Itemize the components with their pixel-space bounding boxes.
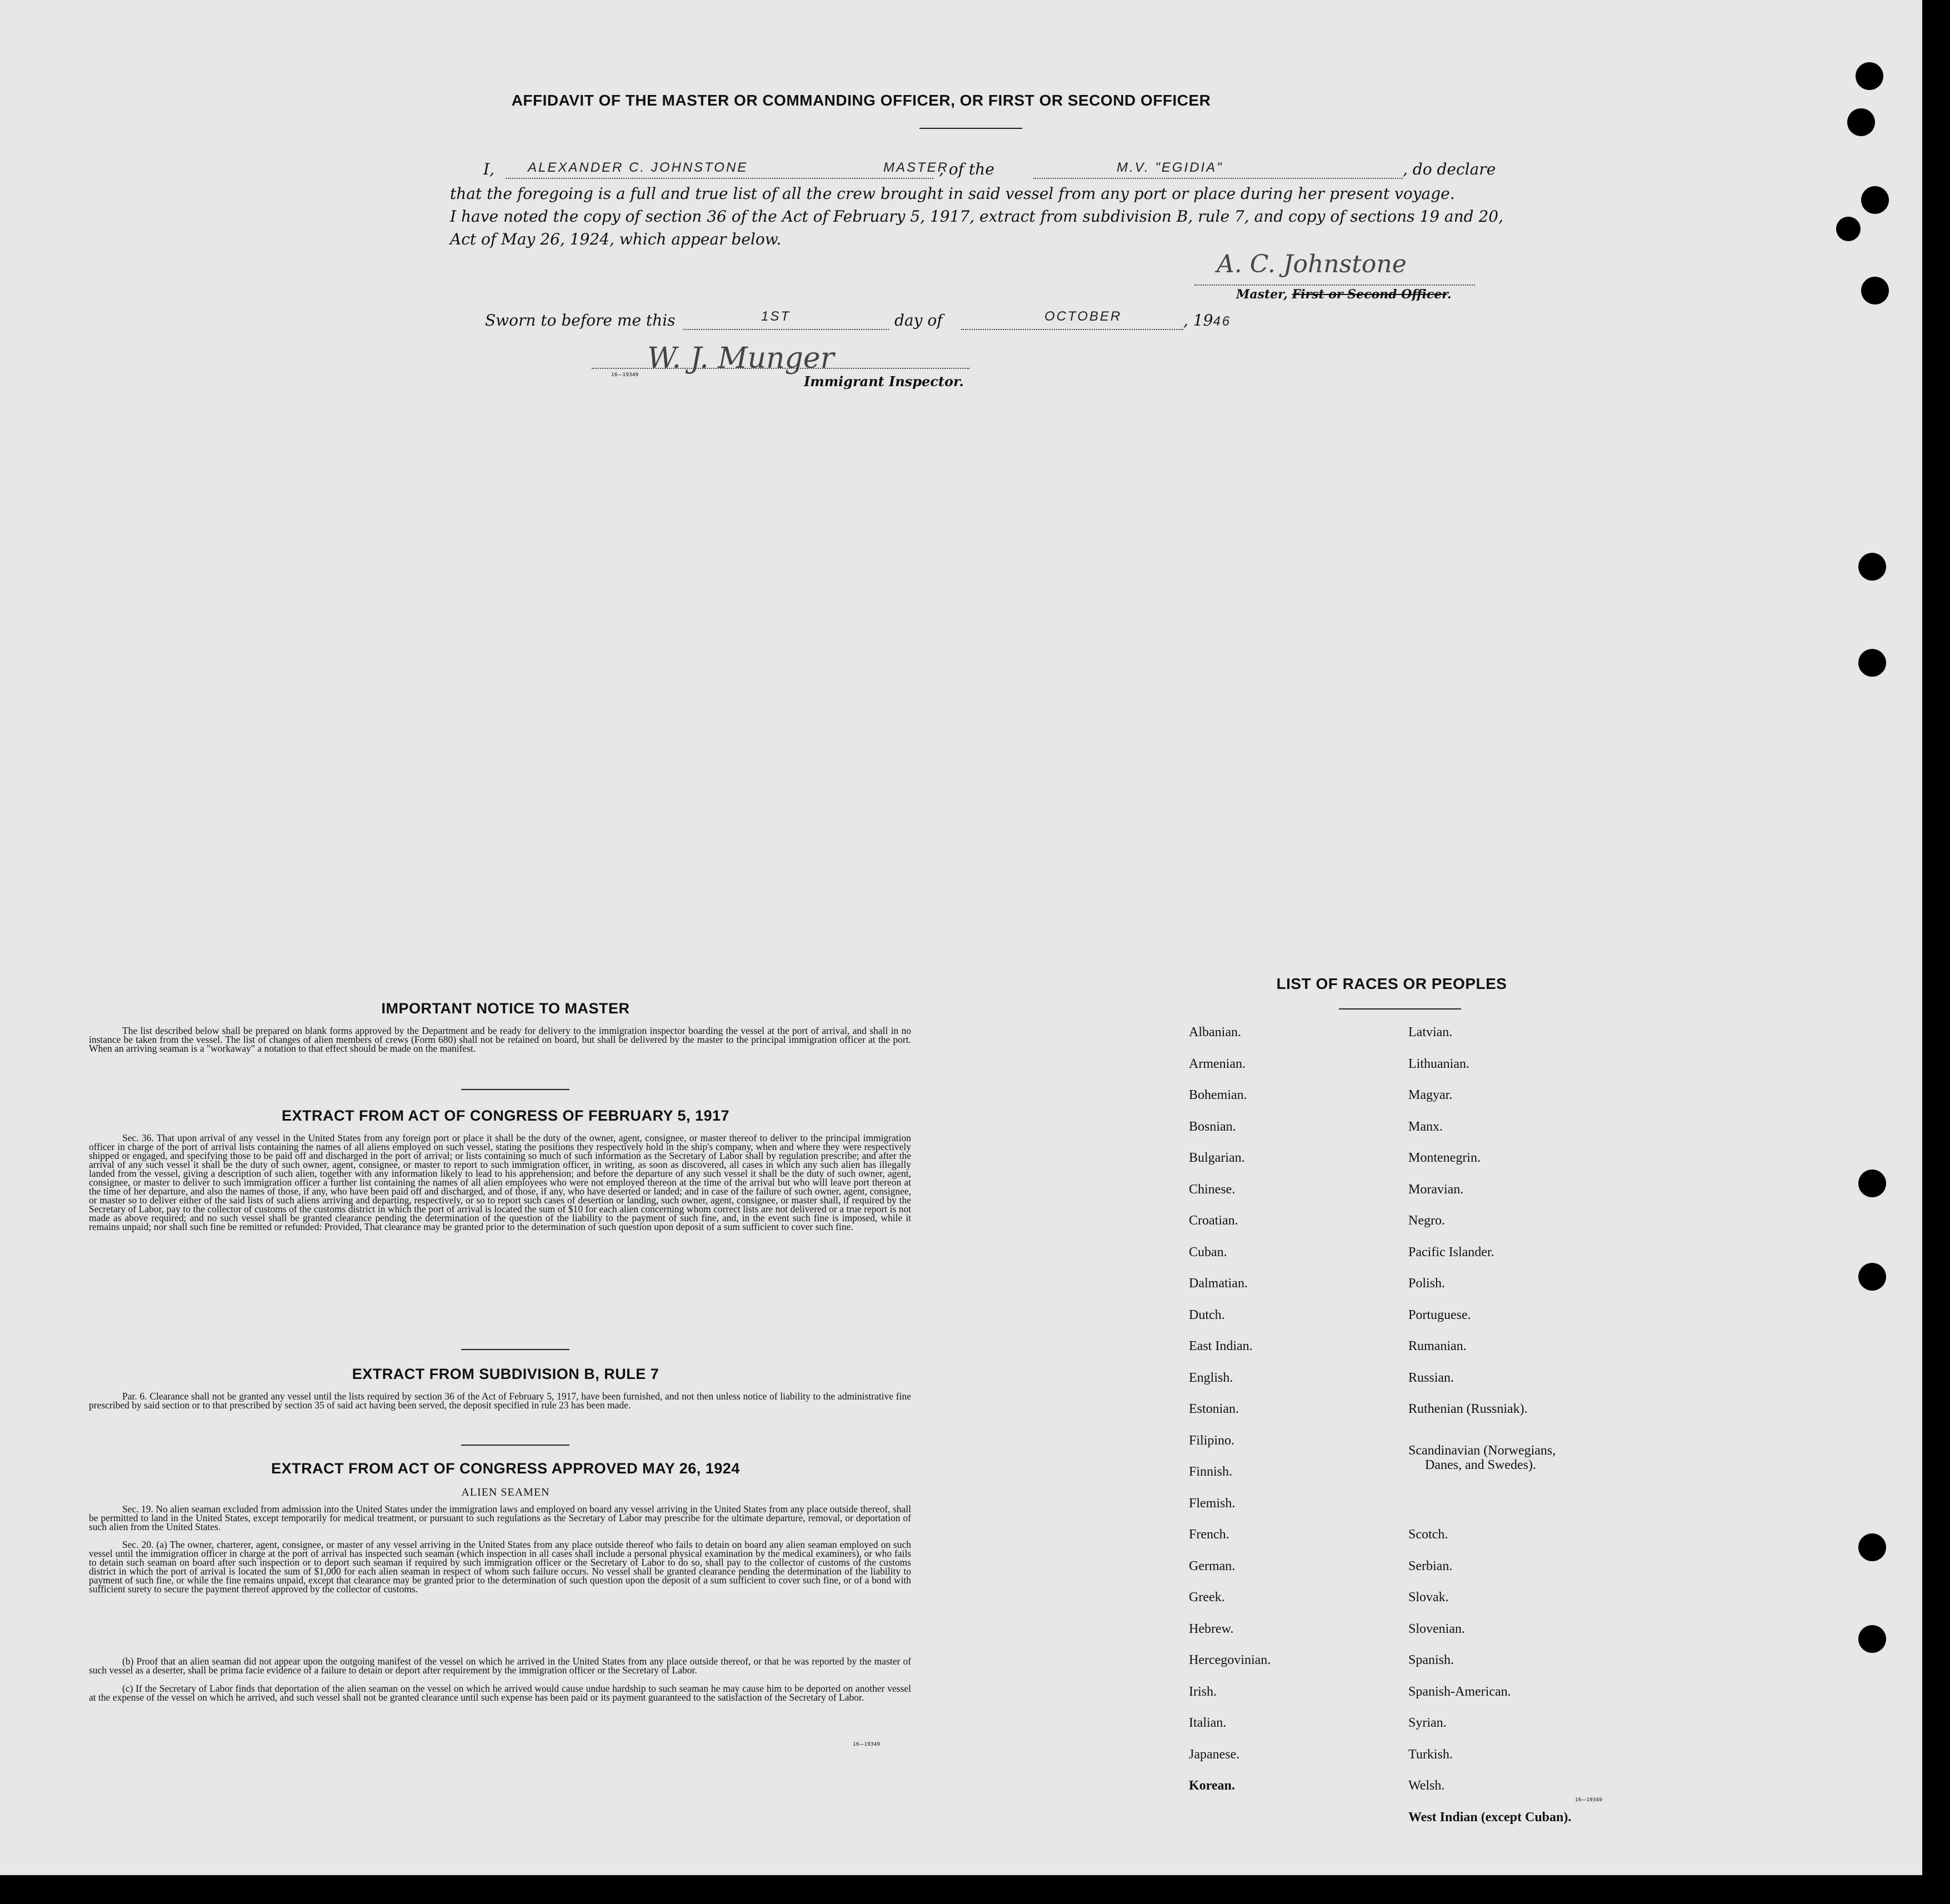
binder-hole: [1858, 1533, 1886, 1561]
races-title-rule: [1339, 1008, 1461, 1010]
sworn-month-line: [961, 329, 1183, 330]
inspector-signature-line: [592, 368, 969, 369]
race-item: Spanish-American.: [1408, 1684, 1511, 1699]
sworn-prefix: Sworn to before me this: [485, 311, 676, 329]
race-item: Portuguese.: [1408, 1307, 1471, 1322]
race-item: Russian.: [1408, 1370, 1454, 1385]
race-item: West Indian (except Cuban).: [1408, 1810, 1572, 1825]
master-signature-line: [1194, 284, 1475, 286]
race-item: English.: [1189, 1370, 1233, 1385]
master-signature: A. C. Johnstone: [1217, 250, 1407, 278]
race-item: Finnish.: [1189, 1465, 1233, 1479]
race-item: Scandinavian (Norwegians,: [1408, 1443, 1556, 1458]
race-item: Japanese.: [1189, 1747, 1240, 1762]
race-item: Manx.: [1408, 1119, 1443, 1134]
inspector-signature: W. J. Munger: [647, 342, 834, 375]
race-item: Slovak.: [1408, 1590, 1449, 1605]
sworn-year-prefix: , 19: [1183, 311, 1213, 329]
binder-hole: [1858, 1170, 1886, 1197]
race-item: Cuban.: [1189, 1245, 1227, 1260]
notice-title: IMPORTANT NOTICE TO MASTER: [381, 1000, 630, 1017]
race-item: Magyar.: [1408, 1088, 1453, 1102]
master-name: ALEXANDER C. JOHNSTONE: [528, 160, 748, 175]
race-item: Serbian.: [1408, 1558, 1453, 1573]
race-item: German.: [1189, 1558, 1236, 1573]
master-label-struck: First or Second Officer: [1292, 287, 1447, 302]
race-item: Hebrew.: [1189, 1621, 1234, 1636]
race-item: Polish.: [1408, 1276, 1446, 1291]
race-item: Pacific Islander.: [1408, 1245, 1494, 1260]
affidavit-line-2: that the foregoing is a full and true list of all the crew brought in said vessel from any port or place during her present voyage.: [450, 184, 1455, 203]
race-item: Bohemian.: [1189, 1088, 1247, 1102]
race-item: Chinese.: [1189, 1182, 1236, 1197]
race-item: Hercegovinian.: [1189, 1653, 1271, 1667]
binder-hole: [1858, 649, 1886, 677]
vessel-line: [1033, 178, 1403, 179]
extract-1924-subtitle: ALIEN SEAMEN: [461, 1486, 550, 1498]
do-declare-label: , do declare: [1403, 160, 1496, 178]
race-item: Scotch.: [1408, 1527, 1448, 1542]
extract-1924-sec20c: (c) If the Secretary of Labor finds that deportation of the alien seaman on the vessel on which he arrived would cause undue hardship to such seaman he may cause him to be deported on another vessel at the expense of the vessel on which he arrived, and such vessel shall not be granted clearance until such expense has been paid or its payment guaranteed to the satisfaction of the Secretary of Labor.: [89, 1683, 911, 1703]
race-item: Negro.: [1408, 1213, 1445, 1228]
affidavit-title-rule: [919, 128, 1022, 129]
section-divider: [461, 1445, 569, 1446]
race-item: East Indian.: [1189, 1339, 1253, 1353]
race-item: Bosnian.: [1189, 1119, 1236, 1134]
race-item: Estonian.: [1189, 1402, 1239, 1416]
master-rank: MASTER: [883, 160, 949, 175]
race-item: Latvian.: [1408, 1025, 1453, 1040]
affidavit-title: AFFIDAVIT OF THE MASTER OR COMMANDING OFFICER, OR FIRST OR SECOND OFFICER: [511, 92, 1211, 109]
sworn-year: [1183, 311, 1231, 329]
race-item: Croatian.: [1189, 1213, 1238, 1228]
race-item: Dalmatian.: [1189, 1276, 1248, 1291]
binder-hole: [1836, 217, 1861, 241]
extract-1924-sec20b: (b) Proof that an alien seaman did not appear upon the outgoing manifest of the vessel on which he arrived in the United States from any place outside thereof, or that he was reported by the master of such vessel as a deserter, shall be prima facie evidence of a failure to detain or deport after requirement by the immigration officer or the Secretary of Labor.: [89, 1656, 911, 1676]
binder-hole: [1858, 1625, 1886, 1653]
sworn-day: 1ST: [761, 309, 791, 324]
form-number: 16—19349: [611, 372, 639, 378]
sworn-dayof: day of: [894, 311, 943, 329]
race-item: Lithuanian.: [1408, 1056, 1469, 1071]
notice-body: The list described below shall be prepared on blank forms approved by the Department and be ready for delivery to the immigration inspector boarding the vessel at the port of arrival, and shall in no instance be taken from the vessel. The list of changes of alien members of crews (Form 680) shall not be retained on board, but shall be delivered by the master to the principal immigration officer at the port. When an arriving seaman is a "workaway" a notation to that effect should be made on the manifest.: [89, 1025, 911, 1054]
extract-1924-sec20a: Sec. 20. (a) The owner, charterer, agent, consignee, or master of any vessel arriving in the United States from any place outside thereof who fails to detain on board any alien seaman employed on such vessel until the immigration officer in charge at the port of arrival has inspected such seaman (which inspection in all cases shall include a personal physical examination by the medical examiners), or who fails to detain such seaman on board after such inspection or to deport such seaman if required by such immigration officer or the Secretary of Labor to do so, shall pay to the collector of customs of the customs district in which the port of arrival is located the sum of $1,000 for each alien seaman in respect of whom such failure occurs. No vessel shall be granted clearance pending the determination of the liability to payment of such fine, or while the fine remains unpaid, except that clearance may be granted prior to the determination of such question upon the deposit of a sum sufficient to cover such fine, or of a bond with sufficient surety to secure the payment thereof approved by the collector of customs.: [89, 1539, 911, 1595]
race-item: Slovenian.: [1408, 1621, 1465, 1636]
master-label-suffix: .: [1447, 287, 1452, 302]
affidavit-line-3: I have noted the copy of section 36 of the Act of February 5, 1917, extract from subdivision B, rule 7, and copy of sections 19 and 20,: [450, 207, 1504, 226]
race-item: French.: [1189, 1527, 1229, 1542]
rule7-body: Par. 6. Clearance shall not be granted any vessel until the lists required by section 36 of the Act of February 5, 1917, have been furnished, and not then unless notice of liability to the administrative fine prescribed by said section or to that prescribed by section 35 of said act having been served, the deposit specified in rule 23 has been made.: [89, 1391, 911, 1411]
master-label-prefix: Master,: [1236, 287, 1288, 302]
sworn-day-line: [683, 329, 889, 330]
of-the-label: , of the: [939, 160, 994, 178]
race-item: Syrian.: [1408, 1716, 1447, 1730]
race-item: Flemish.: [1189, 1496, 1236, 1511]
race-item: Ruthenian (Russniak).: [1408, 1402, 1528, 1416]
extract-1917-body: Sec. 36. That upon arrival of any vessel in the United States from any foreign port or place it shall be the duty of the owner, agent, consignee, or master thereof to deliver to the principal immigration officer in charge of the port of arrival lists containing the names of all aliens employed on such vessel, stating the positions they respectively hold in the ship's company, when and where they were respectively shipped or engaged, and specifying those to be paid off and discharged in the port of arrival; or lists containing so much of such information as the Secretary of Labor shall by regulation prescribe; and after the arrival of any such vessel it shall be the duty of such owner, agent, consignee, or master to report to such immigration officer, in writing, as soon as discovered, all cases in which any such alien has illegally landed from the vessel, giving a description of such alien, together with any information likely to lead to his apprehension; and before the departure of any such vessel it shall be the duty of such owner, agent, consignee, or master to deliver to such immigration officer a further list containing the names of all alien employees who were not employed thereon at the time of the arrival but who will leave port thereon at the time of her departure, and also the names of those, if any, who have been paid off and discharged, and of those, if any, who have deserted or landed; and in case of the failure of such owner, agent, consignee, or master so to deliver either of the said lists of such aliens arriving and departing, respectively, or so to report such cases of desertion or landing, such owner, agent, consignee, or master shall, if required by the Secretary of Labor, pay to the collector of customs of the customs district in which the port of arrival is located the sum of $10 for each alien concerning whom correct lists are not delivered or a true report is not made as above required; and no such vessel shall be granted clearance pending the determination of the question of the liability to the payment of such fine, and, in the event such fine is imposed, while it remains unpaid; nor shall such fine be remitted or refunded: Provided, That clearance may be granted prior to the determination of such question upon deposit of a sum sufficient to cover such fine.: [89, 1132, 911, 1232]
vessel-name: M.V. "EGIDIA": [1117, 160, 1223, 175]
race-item: Greek.: [1189, 1590, 1225, 1605]
form-number: 16—19349: [1575, 1797, 1603, 1803]
sworn-month: OCTOBER: [1044, 309, 1122, 324]
affidavit-line-4: Act of May 26, 1924, which appear below.: [450, 230, 782, 248]
race-item: Bulgarian.: [1189, 1151, 1245, 1165]
race-item: Irish.: [1189, 1684, 1217, 1699]
binder-hole: [1861, 186, 1889, 214]
race-item: Filipino.: [1189, 1433, 1235, 1448]
race-item: Korean.: [1189, 1778, 1235, 1793]
races-title: LIST OF RACES OR PEOPLES: [1276, 975, 1507, 992]
race-item: Italian.: [1189, 1716, 1227, 1730]
race-item: Armenian.: [1189, 1056, 1246, 1071]
binder-hole: [1856, 62, 1883, 90]
master-label: [1236, 287, 1452, 302]
race-item: Spanish.: [1408, 1653, 1454, 1667]
extract-1924-title: EXTRACT FROM ACT OF CONGRESS APPROVED MAY 26, 1924: [271, 1460, 740, 1477]
extract-1924-sec19: Sec. 19. No alien seaman excluded from admission into the United States under the immigration laws and employed on board any vessel arriving in the United States from any place outside thereof, shall be permitted to land in the United States, except temporarily for medical treatment, or pursuant to such regulations as the Secretary of Labor may prescribe for the ultimate departure, removal, or deportation of such alien from the United States.: [89, 1503, 911, 1532]
race-item: Albanian.: [1189, 1025, 1241, 1040]
binder-hole: [1858, 1263, 1886, 1291]
race-item: Turkish.: [1408, 1747, 1453, 1762]
race-item: Rumanian.: [1408, 1339, 1467, 1353]
binder-hole: [1861, 277, 1889, 304]
race-item: Moravian.: [1408, 1182, 1464, 1197]
affidavit-prefix: I,: [483, 160, 494, 178]
extract-1917-title: EXTRACT FROM ACT OF CONGRESS OF FEBRUARY 5, 1917: [281, 1107, 730, 1124]
sworn-year-handwritten: 46: [1213, 314, 1232, 329]
name-line: [506, 178, 933, 179]
race-item: Danes, and Swedes).: [1425, 1457, 1536, 1472]
race-item: Welsh.: [1408, 1778, 1445, 1793]
form-number: 16—19349: [853, 1742, 881, 1747]
binder-hole: [1858, 553, 1886, 581]
rule7-title: EXTRACT FROM SUBDIVISION B, RULE 7: [352, 1366, 659, 1382]
section-divider: [461, 1349, 569, 1350]
inspector-label: Immigrant Inspector.: [804, 373, 964, 389]
race-item: Dutch.: [1189, 1307, 1225, 1322]
binder-hole: [1847, 108, 1875, 136]
race-item: Montenegrin.: [1408, 1151, 1481, 1165]
section-divider: [461, 1089, 569, 1090]
